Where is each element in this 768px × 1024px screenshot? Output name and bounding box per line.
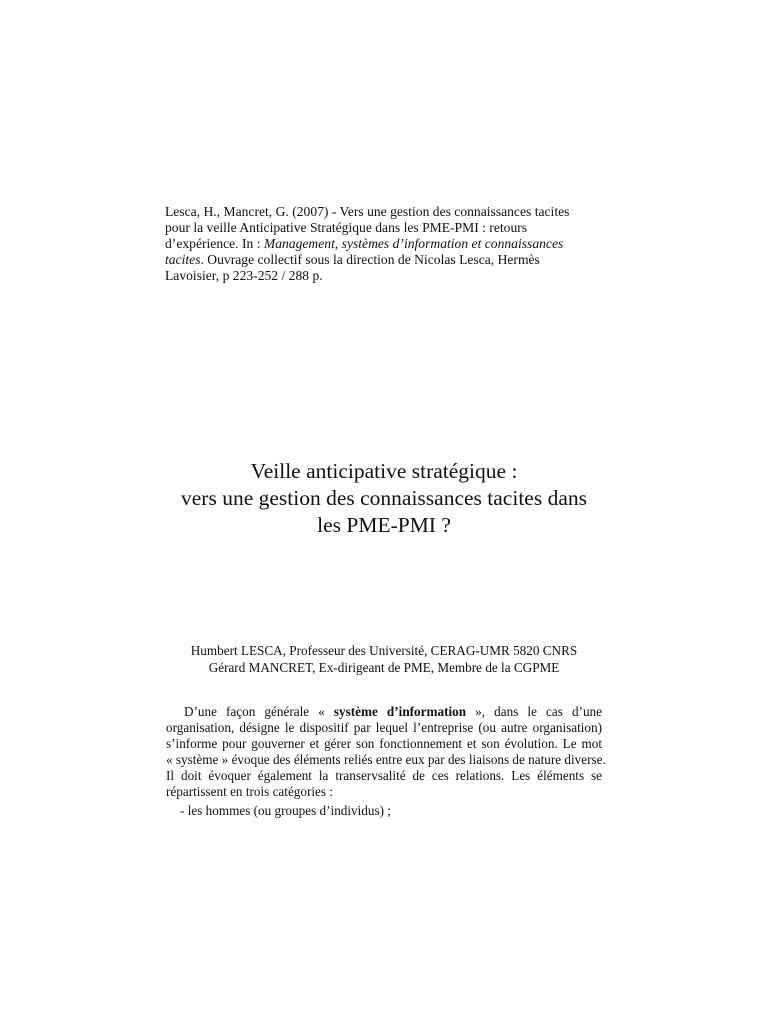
paper-title	[140, 458, 628, 539]
citation-text: d’expérience. In :	[165, 236, 264, 251]
body-paragraph	[166, 704, 606, 800]
author-line: Gérard MANCRET, Ex-dirigeant de PME, Membre de la CGPME	[208, 660, 560, 675]
paragraph-line: « système » évoque des éléments reliés entre eux par des liaisons de nature diverse.	[166, 752, 606, 767]
paragraph-line	[166, 704, 602, 720]
citation-line: pour la veille Anticipative Stratégique dans les PME-PMI : retours	[165, 220, 528, 235]
citation-book-title: tacites	[165, 252, 201, 267]
citation-text: . Ouvrage collectif sous la direction de Nicolas Lesca, Hermès	[200, 252, 540, 267]
list-item: - les hommes (ou groupes d’individus) ;	[180, 803, 391, 818]
title-line: Veille anticipative stratégique :	[250, 459, 518, 483]
citation-line	[165, 236, 605, 252]
paragraph-text: », dans le cas d’une	[466, 704, 602, 719]
citation-line	[165, 252, 605, 268]
citation-block	[165, 204, 605, 284]
author-line: Humbert LESCA, Professeur des Université, CERAG-UMR 5820 CNRS	[190, 643, 578, 658]
citation-line: Lavoisier, p 223-252 / 288 p.	[165, 268, 323, 283]
emphasis-term: système d’information	[333, 704, 467, 719]
title-line: vers une gestion des connaissances tacites dans	[181, 486, 587, 510]
paragraph-line: répartissent en trois catégories :	[166, 784, 333, 799]
author-block	[150, 642, 618, 676]
paragraph-line: s’informe pour gouverner et gérer son fonctionnement et son évolution. Le mot	[166, 736, 602, 751]
citation-line: Lesca, H., Mancret, G. (2007) - Vers une gestion des connaissances tacites	[165, 204, 570, 219]
title-line: les PME-PMI ?	[317, 513, 451, 537]
paragraph-line: organisation, désigne le dispositif par lequel l’entreprise (ou autre organisation)	[166, 720, 602, 735]
citation-book-title: Management, systèmes d’information et connaissances	[263, 236, 564, 251]
paragraph-line: Il doit évoquer également la transervsalité de ces relations. Les éléments se	[166, 768, 602, 783]
paragraph-text: D’une façon générale «	[184, 704, 334, 719]
